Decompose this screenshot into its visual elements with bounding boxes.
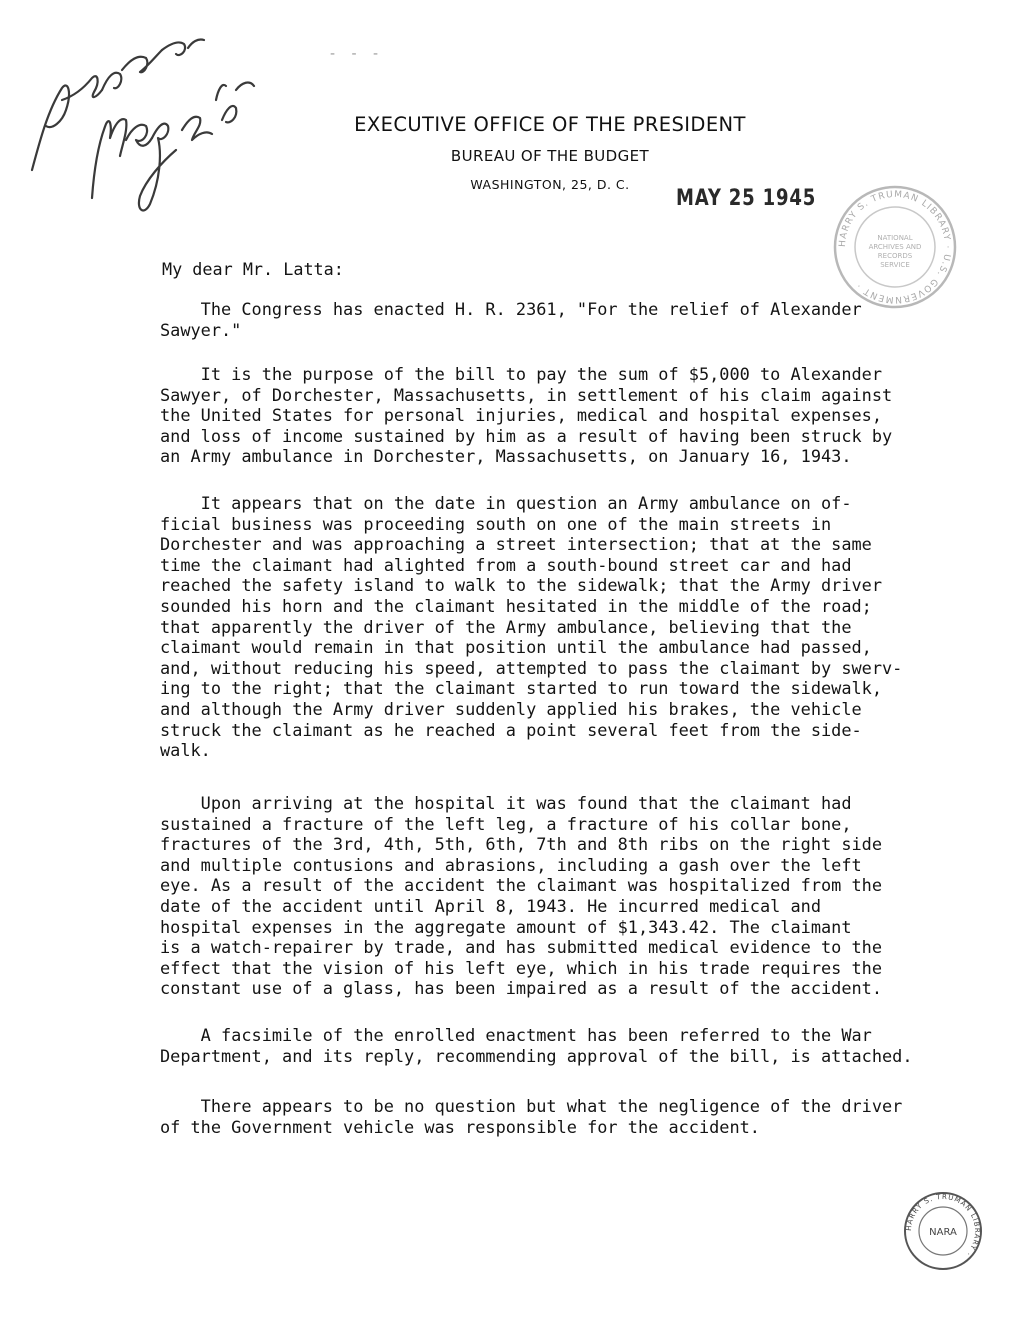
salutation: My dear Mr. Latta: [162,259,344,279]
text-line: Upon arriving at the hospital it was found that the claimant had [160,793,852,813]
text-line: The Congress has enacted H. R. 2361, "For the relief of Alexander [160,299,862,319]
paragraph-5 [160,1025,913,1066]
text-line: reached the safety island to walk to the sidewalk; that the Army driver [160,575,883,596]
text-line: A facsimile of the enrolled enactment has been referred to the War [160,1025,872,1045]
text-line: is a watch-repairer by trade, and has submitted medical evidence to the [160,937,883,958]
text-line: effect that the vision of his left eye, which in his trade requires the [160,957,883,978]
text-line: hospital expenses in the aggregate amount of $1,343.42. The claimant [160,916,852,937]
text-line: claimant would remain in that position until the ambulance had passed, [160,637,872,658]
text-line: struck the claimant as he reached a point several feet from the side- [160,719,862,740]
text-line: and multiple contusions and abrasions, including a gash over the left [160,854,862,875]
text-line: date of the accident until April 8, 1943. He incurred medical and [160,895,821,916]
letterhead-executive-office: EXECUTIVE OFFICE OF THE PRESIDENT [354,113,746,136]
handwritten-approval-signature [22,30,262,220]
svg-text:NATIONAL: NATIONAL [877,234,913,242]
svg-text:NARA: NARA [929,1227,957,1238]
paragraph-1 [160,299,862,340]
text-line: Dorchester and was approaching a street intersection; that at the same [160,534,872,555]
text-line: and although the Army driver suddenly applied his brakes, the vehicle [160,698,862,719]
text-line: ing to the right; that the claimant started to run toward the sidewalk, [160,678,883,699]
svg-text:RECORDS: RECORDS [877,252,913,260]
text-line: sustained a fracture of the left leg, a fracture of his collar bone, [160,813,852,834]
text-line: eye. As a result of the accident the claimant was hospitalized from the [160,875,883,896]
letterhead-address: WASHINGTON, 25, D. C. [470,177,630,192]
svg-text:HARRY S. TRUMAN LIBRARY ·: HARRY S. TRUMAN LIBRARY · [904,1192,982,1258]
text-line: Sawyer, of Dorchester, Massachusetts, in settlement of his claim against [160,384,893,405]
svg-text:ARCHIVES AND: ARCHIVES AND [868,243,922,251]
text-line: the United States for personal injuries, medical and hospital expenses, [160,405,883,426]
text-line: that apparently the driver of the Army ambulance, believing that the [160,616,852,637]
faint-marks: - - - [330,46,385,62]
text-line: constant use of a glass, has been impaired as a result of the accident. [160,978,883,999]
text-line: Sawyer." [160,319,242,340]
text-line: There appears to be no question but what the negligence of the driver [160,1096,903,1116]
text-line: and loss of income sustained by him as a result of having been struck by [160,425,893,446]
text-line: ficial business was proceeding south on one of the main streets in [160,513,832,534]
text-line: It appears that on the date in question an Army ambulance on of- [160,493,852,513]
text-line: time the claimant had alighted from a south-bound street car and had [160,554,852,575]
paragraph-6 [160,1096,902,1137]
text-line: Department, and its reply, recommending approval of the bill, is attached. [160,1045,913,1066]
paragraph-3 [160,493,902,761]
text-line: walk. [160,740,211,761]
text-line: and, without reducing his speed, attempted to pass the claimant by swerv- [160,657,903,678]
text-line: fractures of the 3rd, 4th, 5th, 6th, 7th and 8th ribs on the right side [160,834,883,855]
text-line: of the Government vehicle was responsible for the accident. [160,1116,760,1137]
svg-text:HARRY S. TRUMAN LIBRARY · U.S.: HARRY S. TRUMAN LIBRARY · U.S. GOVERNMENT · [837,189,953,305]
text-line: It is the purpose of the bill to pay the sum of $5,000 to Alexander [160,364,883,384]
text-line: sounded his horn and the claimant hesitated in the middle of the road; [160,595,872,616]
letterhead-bureau: BUREAU OF THE BUDGET [450,147,650,165]
paragraph-2 [160,364,892,467]
paragraph-4 [160,793,882,999]
svg-text:SERVICE: SERVICE [880,261,910,269]
date-stamp: MAY 25 1945 [676,186,817,211]
text-line: an Army ambulance in Dorchester, Massachusetts, on January 16, 1943. [160,446,852,467]
truman-library-nara-stamp-icon [902,1190,984,1272]
truman-library-seal-icon [832,184,958,310]
